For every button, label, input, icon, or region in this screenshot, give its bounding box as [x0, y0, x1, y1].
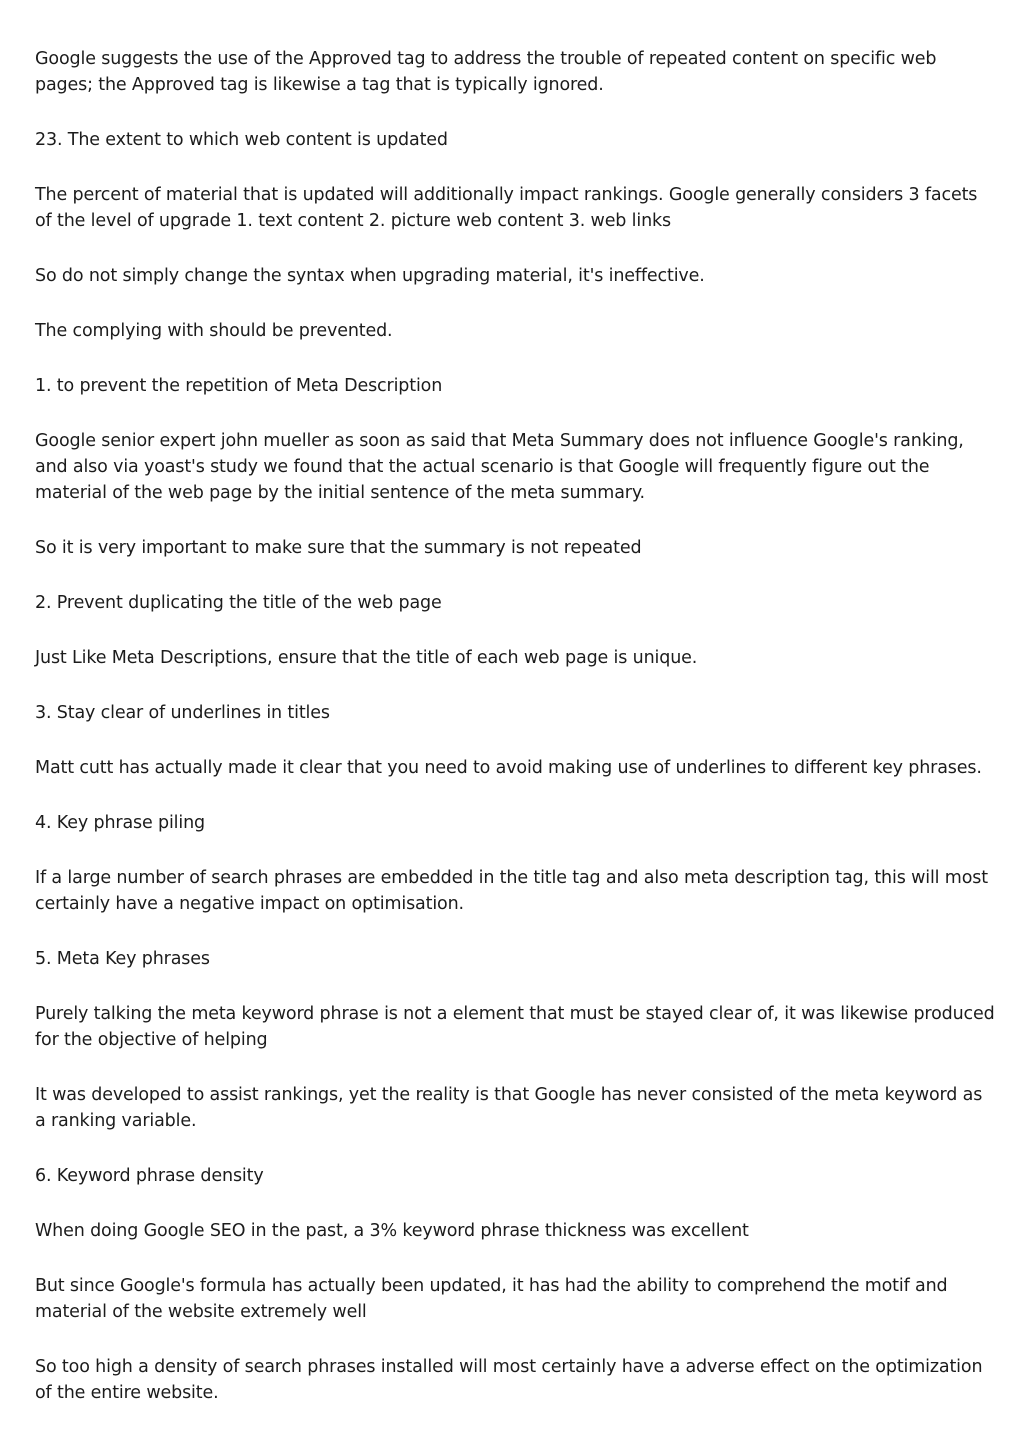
paragraph: But since Google's formula has actually been updated, it has had the ability to comprehend the motif and material of the website extremely well: [35, 1276, 948, 1322]
paragraph: It was developed to assist rankings, yet the reality is that Google has never consisted of the meta keyword as a ranking variable.: [35, 1085, 983, 1131]
section-heading: 23. The extent to which web content is updated: [35, 130, 448, 150]
paragraph: Google suggests the use of the Approved tag to address the trouble of repeated content on specific web pages; the Approved tag is likewise a tag that is typically ignored.: [35, 49, 937, 95]
list-heading: 6. Keyword phrase density: [35, 1166, 264, 1186]
list-heading: 4. Key phrase piling: [35, 813, 206, 833]
paragraph: Purely talking the meta keyword phrase is not a element that must be stayed clear of, it was likewise produced for the objective of helping: [35, 1004, 995, 1050]
paragraph: Matt cutt has actually made it clear that you need to avoid making use of underlines to different key phrases.: [35, 758, 982, 778]
list-heading: 1. to prevent the repetition of Meta Description: [35, 376, 443, 396]
paragraph: So too high a density of search phrases installed will most certainly have a adverse effect on the optimization of the entire website.: [35, 1357, 983, 1403]
paragraph: So do not simply change the syntax when upgrading material, it's ineffective.: [35, 266, 705, 286]
paragraph: The complying with should be prevented.: [35, 321, 393, 341]
paragraph: If a large number of search phrases are embedded in the title tag and also meta description tag, this will most certainly have a negative impact on optimisation.: [35, 868, 988, 914]
paragraph: So it is very important to make sure that the summary is not repeated: [35, 538, 642, 558]
paragraph: Just Like Meta Descriptions, ensure that the title of each web page is unique.: [35, 648, 698, 668]
list-heading: 2. Prevent duplicating the title of the web page: [35, 593, 442, 613]
paragraph: The percent of material that is updated will additionally impact rankings. Google generally considers 3 facets of the level of upgrade 1. text content 2. picture web content 3. web links: [35, 185, 978, 231]
document-page: [35, 46, 995, 1435]
list-heading: 3. Stay clear of underlines in titles: [35, 703, 330, 723]
paragraph: Google senior expert john mueller as soon as said that Meta Summary does not influence Google's ranking, and also via yoast's study we found that the actual scenario is that Google will frequently figure out the material of the web page by the initial sentence of the meta summary.: [35, 431, 964, 503]
paragraph: When doing Google SEO in the past, a 3% keyword phrase thickness was excellent: [35, 1221, 749, 1241]
list-heading: 5. Meta Key phrases: [35, 949, 210, 969]
